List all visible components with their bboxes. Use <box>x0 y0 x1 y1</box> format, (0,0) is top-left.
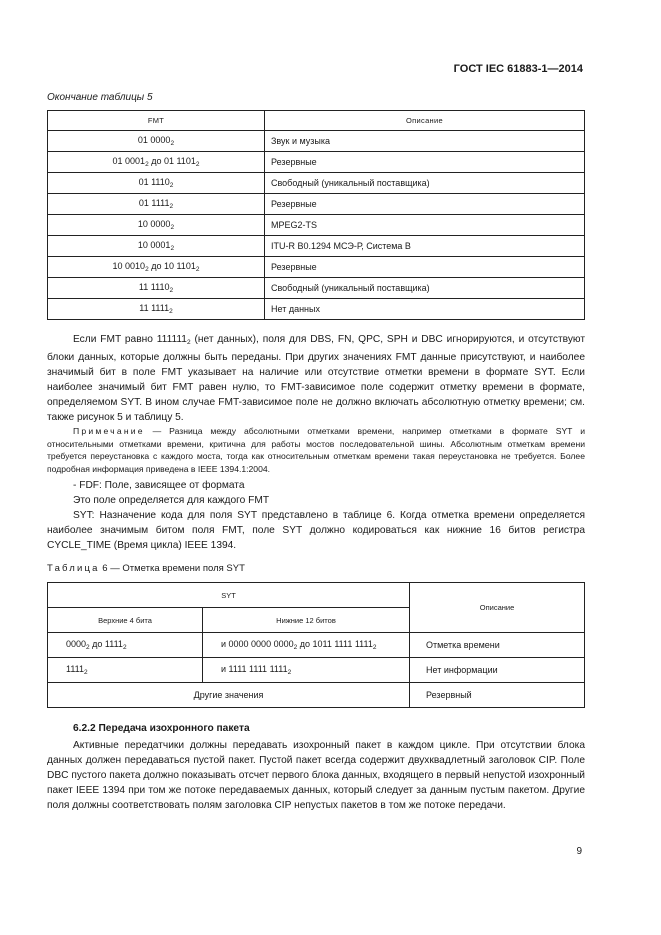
fmt-value: 01 1110 <box>138 177 170 187</box>
table-row <box>48 683 585 708</box>
table5-desc-cell: Резервные <box>265 257 585 278</box>
fmt-range-end: до 01 1101 <box>148 156 196 166</box>
table6-header-syt: SYT <box>48 583 410 608</box>
fmt-range-sub: 2 <box>195 266 200 273</box>
table5-fmt-cell <box>48 257 265 278</box>
table6-header-upper: Верхние 4 бита <box>48 608 203 633</box>
fmt-paragraph-sub: 2 <box>186 339 191 346</box>
note-text: — Разница между абсолютными отметками времени, например отметками в формате SYT и относительными отметками времени, критична для работы мостов последовательной шины. Абсолютным отметкам времени требуется переустановка с каждого моста, тогда как относительным отметкам времени такая переустановка не требуется. Более подробная информация приведена в IEEE 1394.1:2004. <box>47 426 585 474</box>
table-row <box>48 194 585 215</box>
table6-r2-lower <box>203 658 410 683</box>
table5-header-fmt: FMT <box>48 111 265 131</box>
fmt-value: 11 1110 <box>138 282 170 292</box>
table6-r1-desc: Отметка времени <box>410 633 585 658</box>
r1-lo: и 0000 0000 0000 <box>221 639 294 649</box>
table6-caption-text: 6 — Отметка времени поля SYT <box>99 563 245 574</box>
table5-desc-cell: Нет данных <box>265 299 585 320</box>
table5-header-desc: Описание <box>265 111 585 131</box>
table-row <box>48 173 585 194</box>
table5-desc-cell: Резервные <box>265 194 585 215</box>
fmt-sub: 2 <box>169 203 174 210</box>
table5-desc-cell: MPEG2-TS <box>265 215 585 236</box>
table5-header-row <box>48 111 585 131</box>
table-row <box>48 633 585 658</box>
section-paragraph: Активные передатчики должны передавать изохронный пакет в каждом цикле. При отсутствии блока данных должен передаваться пустой пакет. Пустой пакет всегда содержит двухквадлетный заголовок CIP. Поле DBC пустого пакета должно показывать отсчет первого блока данных, входящего в первый непустой изохронный пакет IEEE 1394 при том же потоке передаваемых данных, который следует за данным пустым пакетом. Другие поля должны соответствовать полям заголовка CIP непустых пакетов в том же потоке передачи. <box>47 740 585 811</box>
table6-r3-other: Другие значения <box>48 683 410 708</box>
fmt-sub: 2 <box>170 140 175 147</box>
table6-r2-upper <box>48 658 203 683</box>
table6-header-lower: Нижние 12 битов <box>203 608 410 633</box>
fdf-desc-line: Это поле определяется для каждого FMT <box>73 495 270 506</box>
fmt-value: 10 0001 <box>137 240 171 250</box>
r2-lo: и 1111 1111 1111 <box>221 664 288 674</box>
table5-desc-cell: Резервные <box>265 152 585 173</box>
table6-r2-desc: Нет информации <box>410 658 585 683</box>
note-label: Примечание <box>73 426 145 436</box>
table-row <box>48 278 585 299</box>
table5-desc-cell: Свободный (уникальный поставщика) <box>265 278 585 299</box>
table5-fmt-cell <box>48 131 265 152</box>
r1-up-mid: до 1111 <box>89 639 123 649</box>
table-row <box>48 658 585 683</box>
fmt-range-sub: 2 <box>195 161 200 168</box>
r1-lo-sub: 2 <box>293 644 298 651</box>
table6-r3-desc: Резервный <box>410 683 585 708</box>
table-row <box>48 152 585 173</box>
fmt-sub: 2 <box>145 161 149 168</box>
table5-fmt-cell <box>48 194 265 215</box>
r1-lo2-sub: 2 <box>372 644 377 651</box>
table5-desc-cell: Свободный (уникальный поставщика) <box>265 173 585 194</box>
table5 <box>47 110 585 320</box>
fmt-sub: 2 <box>145 266 149 273</box>
r2-up-sub: 2 <box>84 669 88 676</box>
table5-body <box>48 131 585 320</box>
fmt-sub: 2 <box>169 287 174 294</box>
table5-caption: Окончание таблицы 5 <box>47 92 153 103</box>
fmt-paragraph-start: Если FMT равно 111111 <box>73 334 187 345</box>
table5-desc-cell: Звук и музыка <box>265 131 585 152</box>
fmt-paragraph-rest: (нет данных), поля для DBS, FN, QPC, SPH и DBC игнорируются, и отсутствуют блоки данных, которые должны быть переданы. При других значениях FMT данные присутствуют, и наиболее значимый бит в поле FMT указывает на наличие или отсутствие отметки времени в формате SYT. Если наиболее значимый бит FMT равен нулю, то FMT-зависимое поле содержит отметку времени в формате, определяемом SYT. В ином случае FMT-зависимое поле не должно включать абсолютную отметку времени; см. также рисунок 5 и таблицу 5. <box>47 334 585 423</box>
syt-paragraph: SYT: Назначение кода для поля SYT представлено в таблице 6. Когда отметка времени определяется наиболее значимым битом поля FMT, поле SYT должно кодироваться как нижние 16 битов регистра CYCLE_TIME (Время цикла) IEEE 1394. <box>47 510 585 551</box>
table5-fmt-cell <box>48 152 265 173</box>
table-row <box>48 299 585 320</box>
fmt-sub: 2 <box>169 182 174 189</box>
section-title: 6.2.2 Передача изохронного пакета <box>73 723 250 734</box>
fmt-value: 10 0010 <box>112 261 146 271</box>
table5-fmt-cell <box>48 215 265 236</box>
table6-header-desc: Описание <box>410 583 585 633</box>
table-row <box>48 236 585 257</box>
table5-fmt-cell <box>48 173 265 194</box>
table-row <box>48 131 585 152</box>
fmt-paragraph <box>47 332 585 425</box>
table5-fmt-cell <box>48 299 265 320</box>
fmt-value: 01 0000 <box>137 135 171 145</box>
fmt-sub: 2 <box>169 308 173 315</box>
table5-desc-cell: ITU-R B0.1294 МСЭ-Р, Система В <box>265 236 585 257</box>
table-row <box>48 215 585 236</box>
note-paragraph <box>47 425 585 475</box>
page-number: 9 <box>576 846 582 857</box>
r1-up: 0000 <box>66 639 87 649</box>
table5-fmt-cell <box>48 278 265 299</box>
r2-lo-sub: 2 <box>287 669 292 676</box>
standard-header: ГОСТ IEC 61883-1—2014 <box>453 63 583 75</box>
table5-fmt-cell <box>48 236 265 257</box>
r2-up: 1111 <box>66 664 85 674</box>
table6 <box>47 582 585 708</box>
table-row <box>48 257 585 278</box>
r1-lo-mid: до 1011 1111 1111 <box>297 639 373 649</box>
table6-caption-label: Таблица <box>47 563 100 574</box>
r1-up-sub: 2 <box>86 644 90 651</box>
table6-r1-upper <box>48 633 203 658</box>
r1-up2-sub: 2 <box>122 644 127 651</box>
fmt-value: 01 1111 <box>138 198 170 208</box>
fmt-value: 11 1111 <box>139 303 170 313</box>
table6-r1-lower <box>203 633 410 658</box>
fmt-value: 10 0000 <box>137 219 171 229</box>
fmt-range-end: до 10 1101 <box>148 261 196 271</box>
fdf-line: - FDF: Поле, зависящее от формата <box>73 480 245 491</box>
table6-caption <box>47 563 245 574</box>
table6-header-row1 <box>48 583 585 608</box>
fmt-sub: 2 <box>170 245 175 252</box>
fmt-value: 01 0001 <box>112 156 146 166</box>
fmt-sub: 2 <box>170 224 175 231</box>
